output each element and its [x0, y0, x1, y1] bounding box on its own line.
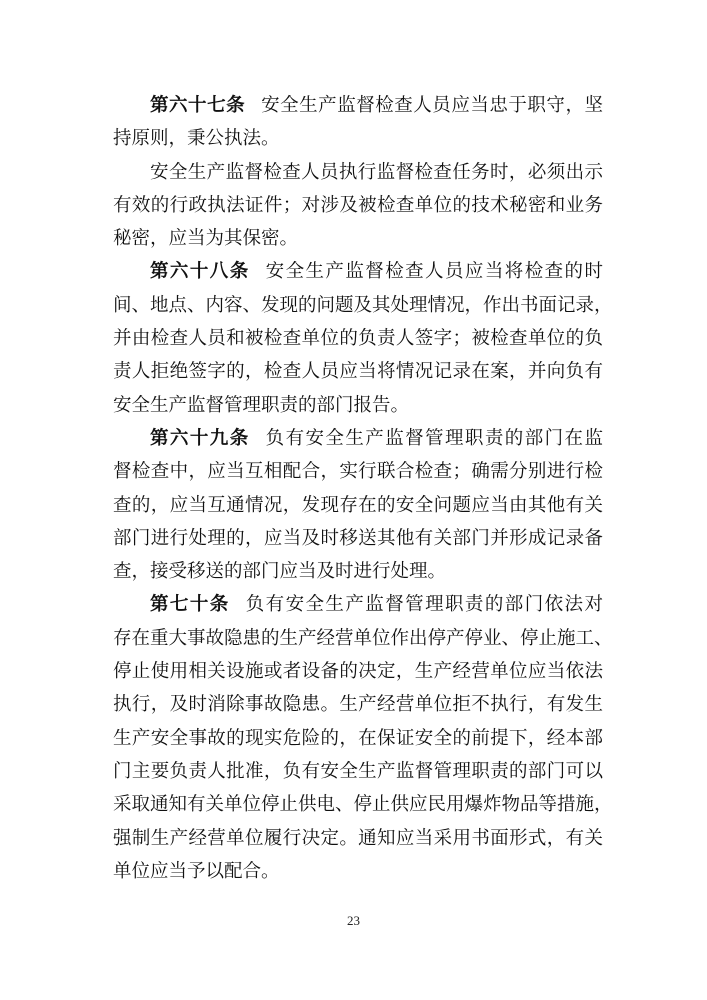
- article-67: [113, 89, 603, 255]
- text-line: 第六十九条 负有安全生产监督管理职责的部门在监: [150, 427, 603, 449]
- text-line: 责人拒绝签字的，检查人员应当将情况记录在案，并向负有: [113, 361, 603, 383]
- text-line: 安全生产监督检查人员执行监督检查任务时，必须出示: [150, 161, 603, 183]
- text-line: 秘密，应当为其保密。: [113, 228, 299, 250]
- text-line: 门主要负责人批准，负有安全生产监督管理职责的部门可以: [113, 760, 603, 782]
- text-line: 部门进行处理的，应当及时移送其他有关部门并形成记录备: [113, 527, 603, 549]
- text-line: 安全生产监督管理职责的部门报告。: [113, 394, 410, 416]
- article-number: 第六十七条: [150, 95, 246, 116]
- document-body: [113, 89, 613, 888]
- text-line: 单位应当予以配合。: [113, 860, 280, 882]
- text-line: 采取通知有关单位停止供电、停止供应民用爆炸物品等措施，: [113, 794, 613, 816]
- text-line: 有效的行政执法证件；对涉及被检查单位的技术秘密和业务: [113, 194, 603, 216]
- article-number: 第七十条: [150, 594, 230, 616]
- article-number: 第六十八条: [150, 261, 250, 283]
- text-line: 查的，应当互通情况，发现存在的安全问题应当由其他有关: [113, 494, 603, 516]
- text-line: 第六十七条 安全生产监督检查人员应当忠于职守，坚: [150, 95, 603, 116]
- text-line: 督检查中，应当互相配合，实行联合检查；确需分别进行检: [113, 461, 603, 483]
- text-line: 生产安全事故的现实危险的，在保证安全的前提下，经本部: [113, 727, 603, 749]
- page-number: 23: [347, 913, 360, 928]
- article-69: [113, 422, 603, 588]
- text-line: 第七十条 负有安全生产监督管理职责的部门依法对: [150, 594, 603, 616]
- article-number: 第六十九条: [150, 427, 250, 449]
- text-line: 并由检查人员和被检查单位的负责人签字；被检查单位的负: [113, 328, 603, 350]
- article-68: [113, 255, 613, 421]
- text-line: 存在重大事故隐患的生产经营单位作出停产停业、停止施工、: [113, 627, 613, 649]
- text-line: 持原则，秉公执法。: [113, 128, 280, 150]
- text-line: 查，接受移送的部门应当及时进行处理。: [113, 561, 447, 583]
- text-line: 第六十八条 安全生产监督检查人员应当将检查的时: [150, 261, 603, 283]
- article-70: [113, 588, 613, 888]
- text-line: 强制生产经营单位履行决定。通知应当采用书面形式，有关: [113, 827, 603, 849]
- text-line: 间、地点、内容、发现的问题及其处理情况，作出书面记录，: [113, 294, 613, 316]
- text-line: 停止使用相关设施或者设备的决定，生产经营单位应当依法: [113, 661, 603, 683]
- text-line: 执行，及时消除事故隐患。生产经营单位拒不执行，有发生: [113, 694, 603, 716]
